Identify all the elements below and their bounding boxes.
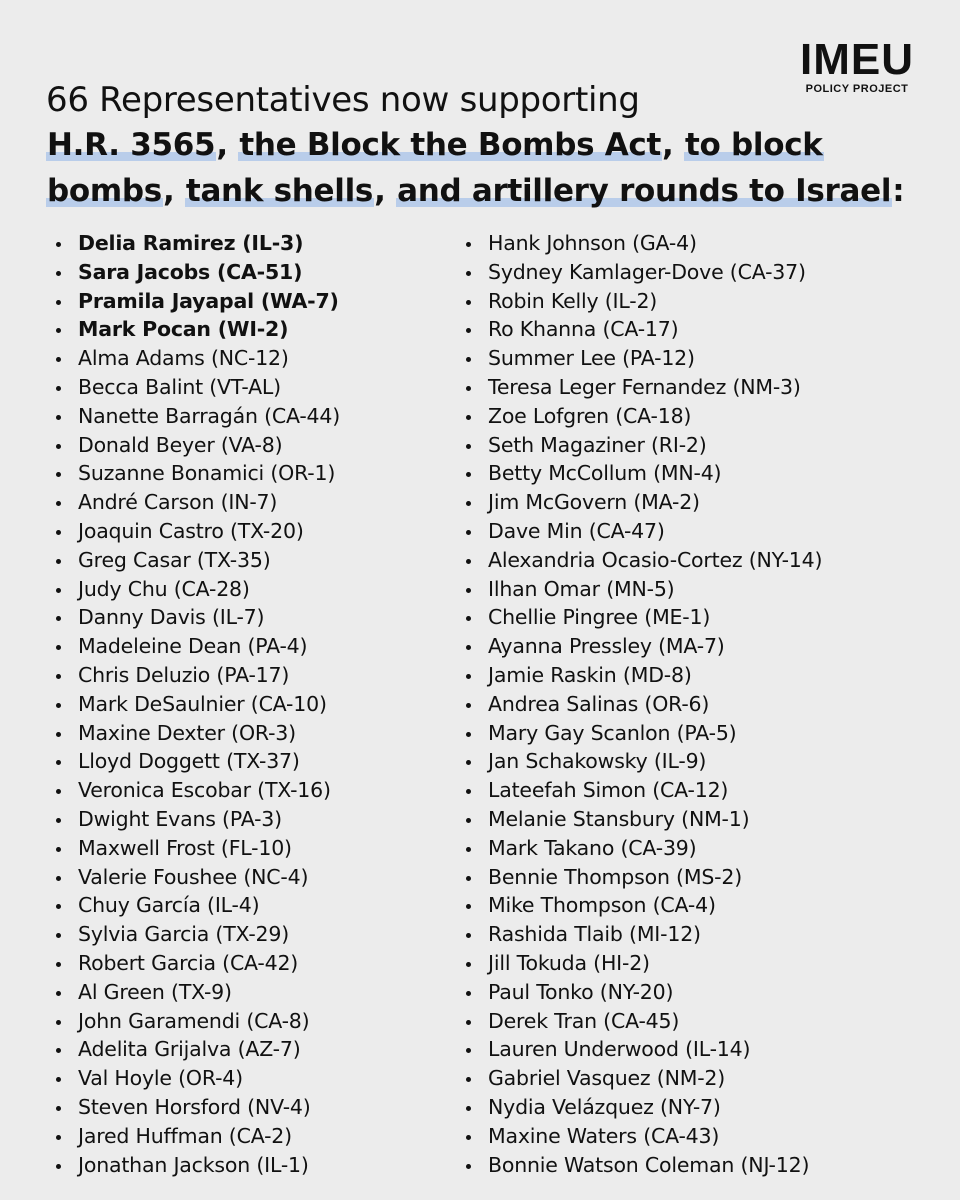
representative-item: Alma Adams (NC-12) [56, 344, 340, 373]
representative-item: Seth Magaziner (RI-2) [466, 431, 822, 460]
highlight-to-block: to block [685, 127, 823, 163]
representative-item: Valerie Foushee (NC-4) [56, 863, 340, 892]
headline-line-2 [46, 122, 926, 168]
representative-item: Al Green (TX-9) [56, 978, 340, 1007]
representative-item: Jill Tokuda (HI-2) [466, 949, 822, 978]
representative-item: Pramila Jayapal (WA-7) [56, 287, 340, 316]
representative-item: Lauren Underwood (IL-14) [466, 1035, 822, 1064]
representative-item: Lateefah Simon (CA-12) [466, 776, 822, 805]
representative-item: Sara Jacobs (CA-51) [56, 258, 340, 287]
representative-item: Ro Khanna (CA-17) [466, 315, 822, 344]
representative-item: Alexandria Ocasio-Cortez (NY-14) [466, 546, 822, 575]
logo-subtitle: POLICY PROJECT [805, 83, 909, 95]
representative-item: Ilhan Omar (MN-5) [466, 575, 822, 604]
representative-item: Jan Schakowsky (IL-9) [466, 747, 822, 776]
representative-item: Hank Johnson (GA-4) [466, 229, 822, 258]
representative-item: Mike Thompson (CA-4) [466, 891, 822, 920]
representative-item: Maxine Waters (CA-43) [466, 1122, 822, 1151]
representative-item: Chuy García (IL-4) [56, 891, 340, 920]
representatives-list-left [56, 229, 340, 1179]
representative-item: Mary Gay Scanlon (PA-5) [466, 719, 822, 748]
representative-item: Gabriel Vasquez (NM-2) [466, 1064, 822, 1093]
representative-item: Summer Lee (PA-12) [466, 344, 822, 373]
headline-line-1: 66 Representatives now supporting [46, 80, 640, 120]
representatives-list-right [466, 229, 822, 1179]
representative-item: Greg Casar (TX-35) [56, 546, 340, 575]
representative-item: Nanette Barragán (CA-44) [56, 402, 340, 431]
representative-item: Sydney Kamlager-Dove (CA-37) [466, 258, 822, 287]
representative-item: Veronica Escobar (TX-16) [56, 776, 340, 805]
representative-item: Mark Pocan (WI-2) [56, 315, 340, 344]
representative-item: Bonnie Watson Coleman (NJ-12) [466, 1151, 822, 1180]
representative-item: John Garamendi (CA-8) [56, 1007, 340, 1036]
highlight-tank-shells: tank shells [185, 173, 374, 209]
representative-item: Dwight Evans (PA-3) [56, 805, 340, 834]
headline-separator: , [162, 173, 185, 209]
representative-item: Paul Tonko (NY-20) [466, 978, 822, 1007]
representative-item: Bennie Thompson (MS-2) [466, 863, 822, 892]
representative-item: Rashida Tlaib (MI-12) [466, 920, 822, 949]
representative-item: Nydia Velázquez (NY-7) [466, 1093, 822, 1122]
representative-item: Jared Huffman (CA-2) [56, 1122, 340, 1151]
highlight-artillery: and artillery rounds to Israel [397, 173, 892, 209]
representative-item: Jamie Raskin (MD-8) [466, 661, 822, 690]
representative-item: Lloyd Doggett (TX-37) [56, 747, 340, 776]
representative-item: Melanie Stansbury (NM-1) [466, 805, 822, 834]
representative-item: Adelita Grijalva (AZ-7) [56, 1035, 340, 1064]
representative-item: Steven Horsford (NV-4) [56, 1093, 340, 1122]
representative-item: Maxine Dexter (OR-3) [56, 719, 340, 748]
representative-item: Zoe Lofgren (CA-18) [466, 402, 822, 431]
headline-separator: , [216, 127, 239, 163]
highlight-act-name: the Block the Bombs Act [239, 127, 662, 163]
representative-item: Derek Tran (CA-45) [466, 1007, 822, 1036]
representative-item: Ayanna Pressley (MA-7) [466, 632, 822, 661]
representative-item: Donald Beyer (VA-8) [56, 431, 340, 460]
headline-colon: : [892, 173, 905, 209]
representative-item: Maxwell Frost (FL-10) [56, 834, 340, 863]
highlight-bombs: bombs [47, 173, 162, 209]
representative-item: Val Hoyle (OR-4) [56, 1064, 340, 1093]
representative-item: Jonathan Jackson (IL-1) [56, 1151, 340, 1180]
representative-item: Joaquin Castro (TX-20) [56, 517, 340, 546]
highlight-bill-number: H.R. 3565 [47, 127, 216, 163]
representative-item: Dave Min (CA-47) [466, 517, 822, 546]
representative-item: Madeleine Dean (PA-4) [56, 632, 340, 661]
headline-separator: , [662, 127, 684, 163]
headline-separator: , [374, 173, 397, 209]
representative-item: Delia Ramirez (IL-3) [56, 229, 340, 258]
representative-item: Judy Chu (CA-28) [56, 575, 340, 604]
representative-item: Danny Davis (IL-7) [56, 603, 340, 632]
representative-item: Suzanne Bonamici (OR-1) [56, 459, 340, 488]
representative-item: André Carson (IN-7) [56, 488, 340, 517]
representative-item: Robert Garcia (CA-42) [56, 949, 340, 978]
representative-item: Chris Deluzio (PA-17) [56, 661, 340, 690]
representative-item: Sylvia Garcia (TX-29) [56, 920, 340, 949]
representative-item: Andrea Salinas (OR-6) [466, 690, 822, 719]
representative-item: Jim McGovern (MA-2) [466, 488, 822, 517]
logo-name: IMEU [800, 35, 914, 84]
representative-item: Mark Takano (CA-39) [466, 834, 822, 863]
representative-item: Teresa Leger Fernandez (NM-3) [466, 373, 822, 402]
headline [46, 78, 926, 214]
representative-item: Mark DeSaulnier (CA-10) [56, 690, 340, 719]
headline-line-3 [46, 168, 926, 214]
representative-item: Betty McCollum (MN-4) [466, 459, 822, 488]
representative-item: Chellie Pingree (ME-1) [466, 603, 822, 632]
representative-item: Robin Kelly (IL-2) [466, 287, 822, 316]
representative-item: Becca Balint (VT-AL) [56, 373, 340, 402]
